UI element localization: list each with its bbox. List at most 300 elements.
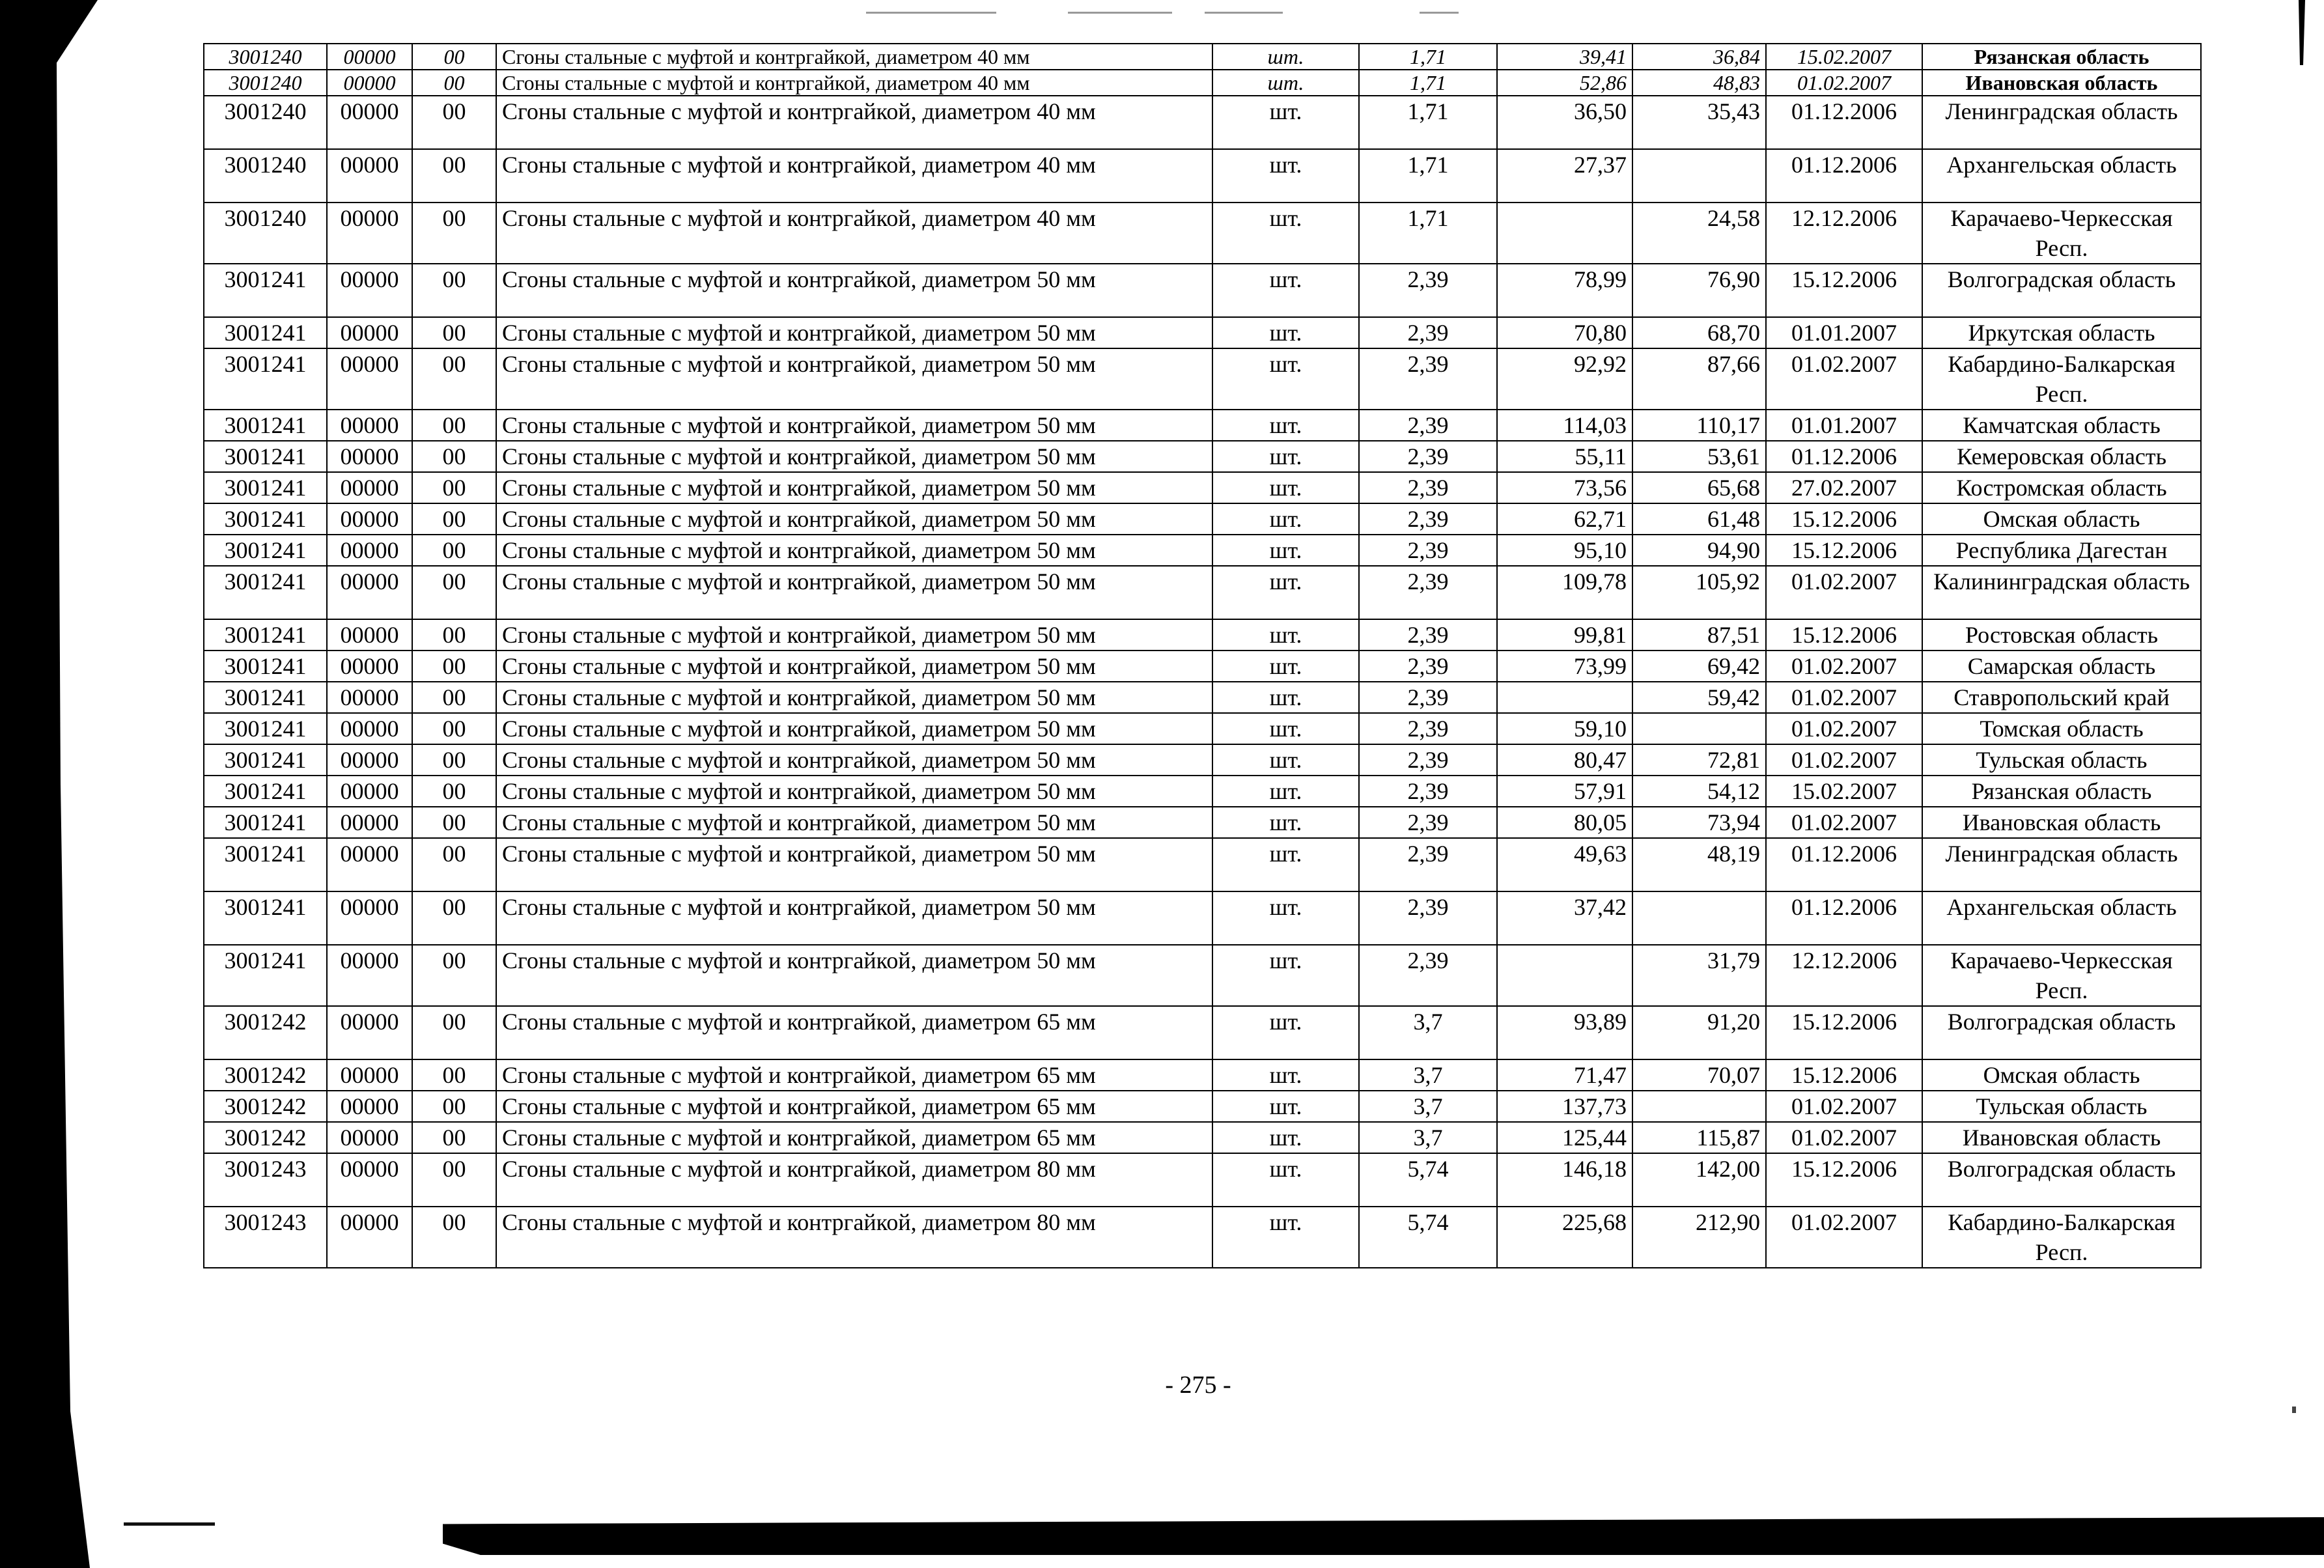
cell-name: Сгоны стальные с муфтой и контргайкой, диаметром 65 мм [496, 1122, 1212, 1153]
cell-code: 3001241 [204, 713, 327, 744]
scan-mark [2292, 1407, 2296, 1413]
cell-region: Кемеровская область [1922, 441, 2201, 472]
table-row [204, 441, 2201, 472]
cell-code: 3001241 [204, 682, 327, 713]
table-row [204, 682, 2201, 713]
table-row [204, 945, 2201, 1006]
cell-code: 3001241 [204, 807, 327, 838]
cell-price-2: 115,87 [1632, 1122, 1766, 1153]
cell-subcode: 00000 [327, 348, 412, 410]
cell-date: 01.02.2007 [1766, 70, 1922, 96]
cell-price-1: 70,80 [1497, 317, 1632, 348]
cell-subcode: 00000 [327, 682, 412, 713]
cell-weight: 2,39 [1359, 317, 1497, 348]
cell-weight: 5,74 [1359, 1153, 1497, 1207]
cell-price-2: 110,17 [1632, 410, 1766, 441]
cell-name: Сгоны стальные с муфтой и контргайкой, диаметром 50 мм [496, 472, 1212, 503]
cell-unit: шт. [1212, 651, 1359, 682]
cell-code: 3001240 [204, 96, 327, 149]
cell-subcode: 00000 [327, 744, 412, 776]
table-row [204, 203, 2201, 264]
cell-price-1: 114,03 [1497, 410, 1632, 441]
cell-class: 00 [412, 410, 496, 441]
cell-price-1: 36,50 [1497, 96, 1632, 149]
cell-price-1: 80,47 [1497, 744, 1632, 776]
cell-name: Сгоны стальные с муфтой и контргайкой, диаметром 40 мм [496, 44, 1212, 70]
cell-subcode: 00000 [327, 1207, 412, 1268]
cell-class: 00 [412, 744, 496, 776]
cell-weight: 2,39 [1359, 682, 1497, 713]
cell-unit: шт. [1212, 1122, 1359, 1153]
table-row [204, 149, 2201, 203]
cell-date: 15.02.2007 [1766, 44, 1922, 70]
cell-price-1 [1497, 682, 1632, 713]
cell-price-1: 125,44 [1497, 1122, 1632, 1153]
cell-weight: 2,39 [1359, 945, 1497, 1006]
cell-date: 12.12.2006 [1766, 945, 1922, 1006]
cell-region: Волгоградская область [1922, 264, 2201, 317]
cell-subcode: 00000 [327, 203, 412, 264]
cell-unit: шт. [1212, 1059, 1359, 1091]
cell-subcode: 00000 [327, 264, 412, 317]
table-row [204, 838, 2201, 891]
cell-price-1 [1497, 945, 1632, 1006]
cell-subcode: 00000 [327, 149, 412, 203]
cell-price-2: 68,70 [1632, 317, 1766, 348]
cell-region: Самарская область [1922, 651, 2201, 682]
cell-price-2 [1632, 1091, 1766, 1122]
cell-code: 3001241 [204, 776, 327, 807]
cell-price-1: 137,73 [1497, 1091, 1632, 1122]
cell-name: Сгоны стальные с муфтой и контргайкой, диаметром 50 мм [496, 619, 1212, 651]
cell-code: 3001241 [204, 348, 327, 410]
cell-price-2 [1632, 713, 1766, 744]
cell-weight: 3,7 [1359, 1006, 1497, 1059]
scan-fragment [1205, 12, 1283, 14]
cell-unit: шт. [1212, 410, 1359, 441]
cell-region: Ивановская область [1922, 807, 2201, 838]
cell-code: 3001242 [204, 1122, 327, 1153]
cell-price-1: 57,91 [1497, 776, 1632, 807]
cell-class: 00 [412, 535, 496, 566]
scan-fragment [866, 12, 996, 14]
cell-price-1: 146,18 [1497, 1153, 1632, 1207]
cell-weight: 1,71 [1359, 44, 1497, 70]
cell-price-2: 91,20 [1632, 1006, 1766, 1059]
cell-unit: шт. [1212, 891, 1359, 945]
cell-region: Кабардино-Балкарская Респ. [1922, 1207, 2201, 1268]
cell-price-2: 76,90 [1632, 264, 1766, 317]
cell-class: 00 [412, 472, 496, 503]
cell-price-1: 27,37 [1497, 149, 1632, 203]
cell-code: 3001240 [204, 70, 327, 96]
cell-unit: шт. [1212, 1153, 1359, 1207]
cell-region: Кабардино-Балкарская Респ. [1922, 348, 2201, 410]
cell-subcode: 00000 [327, 1006, 412, 1059]
cell-region: Рязанская область [1922, 44, 2201, 70]
cell-region: Республика Дагестан [1922, 535, 2201, 566]
table-row [204, 1207, 2201, 1268]
cell-region: Карачаево-Черкесская Респ. [1922, 945, 2201, 1006]
cell-unit: шт. [1212, 682, 1359, 713]
cell-unit: шт. [1212, 70, 1359, 96]
cell-date: 15.12.2006 [1766, 535, 1922, 566]
cell-price-1: 62,71 [1497, 503, 1632, 535]
cell-region: Калининградская область [1922, 566, 2201, 619]
cell-date: 01.01.2007 [1766, 410, 1922, 441]
cell-name: Сгоны стальные с муфтой и контргайкой, диаметром 65 мм [496, 1059, 1212, 1091]
cell-region: Ивановская область [1922, 1122, 2201, 1153]
cell-price-2: 70,07 [1632, 1059, 1766, 1091]
cell-price-2: 65,68 [1632, 472, 1766, 503]
cell-price-1: 37,42 [1497, 891, 1632, 945]
cell-weight: 2,39 [1359, 535, 1497, 566]
cell-name: Сгоны стальные с муфтой и контргайкой, диаметром 40 мм [496, 203, 1212, 264]
cell-region: Ленинградская область [1922, 96, 2201, 149]
cell-date: 01.02.2007 [1766, 566, 1922, 619]
cell-class: 00 [412, 441, 496, 472]
table-row [204, 1059, 2201, 1091]
cell-class: 00 [412, 682, 496, 713]
cell-weight: 2,39 [1359, 807, 1497, 838]
cell-date: 01.02.2007 [1766, 1091, 1922, 1122]
cell-code: 3001241 [204, 744, 327, 776]
cell-code: 3001243 [204, 1207, 327, 1268]
cell-date: 01.02.2007 [1766, 744, 1922, 776]
cell-weight: 2,39 [1359, 713, 1497, 744]
cell-price-2: 94,90 [1632, 535, 1766, 566]
cell-class: 00 [412, 1122, 496, 1153]
cell-unit: шт. [1212, 348, 1359, 410]
cell-region: Карачаево-Черкесская Респ. [1922, 203, 2201, 264]
cell-price-1: 39,41 [1497, 44, 1632, 70]
cell-region: Камчатская область [1922, 410, 2201, 441]
cell-subcode: 00000 [327, 713, 412, 744]
cell-class: 00 [412, 1153, 496, 1207]
cell-class: 00 [412, 807, 496, 838]
cell-name: Сгоны стальные с муфтой и контргайкой, диаметром 50 мм [496, 441, 1212, 472]
table-row [204, 503, 2201, 535]
cell-price-1: 92,92 [1497, 348, 1632, 410]
cell-name: Сгоны стальные с муфтой и контргайкой, диаметром 50 мм [496, 838, 1212, 891]
cell-code: 3001240 [204, 149, 327, 203]
cell-unit: шт. [1212, 744, 1359, 776]
cell-price-2: 69,42 [1632, 651, 1766, 682]
cell-name: Сгоны стальные с муфтой и контргайкой, диаметром 50 мм [496, 348, 1212, 410]
cell-subcode: 00000 [327, 317, 412, 348]
cell-subcode: 00000 [327, 891, 412, 945]
cell-price-1: 73,99 [1497, 651, 1632, 682]
cell-price-1: 80,05 [1497, 807, 1632, 838]
cell-region: Иркутская область [1922, 317, 2201, 348]
price-table [203, 43, 2202, 1268]
table-row [204, 566, 2201, 619]
cell-code: 3001241 [204, 651, 327, 682]
table-row [204, 744, 2201, 776]
cell-weight: 2,39 [1359, 472, 1497, 503]
cell-region: Ставропольский край [1922, 682, 2201, 713]
cell-unit: шт. [1212, 619, 1359, 651]
cell-region: Омская область [1922, 503, 2201, 535]
cell-price-1: 49,63 [1497, 838, 1632, 891]
cell-code: 3001241 [204, 945, 327, 1006]
cell-unit: шт. [1212, 838, 1359, 891]
cell-class: 00 [412, 149, 496, 203]
cell-name: Сгоны стальные с муфтой и контргайкой, диаметром 50 мм [496, 535, 1212, 566]
cell-price-1: 55,11 [1497, 441, 1632, 472]
cell-price-2: 61,48 [1632, 503, 1766, 535]
cell-price-2: 35,43 [1632, 96, 1766, 149]
cell-code: 3001241 [204, 264, 327, 317]
cell-class: 00 [412, 44, 496, 70]
cell-unit: шт. [1212, 1091, 1359, 1122]
cell-subcode: 00000 [327, 807, 412, 838]
cell-name: Сгоны стальные с муфтой и контргайкой, диаметром 50 мм [496, 713, 1212, 744]
cell-weight: 2,39 [1359, 744, 1497, 776]
cell-unit: шт. [1212, 44, 1359, 70]
cell-unit: шт. [1212, 713, 1359, 744]
cell-subcode: 00000 [327, 441, 412, 472]
cell-unit: шт. [1212, 807, 1359, 838]
cell-price-1: 109,78 [1497, 566, 1632, 619]
cell-price-2: 72,81 [1632, 744, 1766, 776]
cell-region: Ивановская область [1922, 70, 2201, 96]
cell-code: 3001241 [204, 619, 327, 651]
cell-code: 3001241 [204, 317, 327, 348]
cell-code: 3001242 [204, 1006, 327, 1059]
cell-subcode: 00000 [327, 945, 412, 1006]
cell-name: Сгоны стальные с муфтой и контргайкой, диаметром 50 мм [496, 776, 1212, 807]
cell-price-2 [1632, 149, 1766, 203]
table-row [204, 651, 2201, 682]
cell-price-2: 54,12 [1632, 776, 1766, 807]
cell-date: 15.02.2007 [1766, 776, 1922, 807]
cell-price-2: 59,42 [1632, 682, 1766, 713]
cell-class: 00 [412, 945, 496, 1006]
cell-weight: 1,71 [1359, 203, 1497, 264]
table-row [204, 472, 2201, 503]
cell-name: Сгоны стальные с муфтой и контргайкой, диаметром 50 мм [496, 566, 1212, 619]
cell-unit: шт. [1212, 1207, 1359, 1268]
cell-date: 15.12.2006 [1766, 619, 1922, 651]
cell-weight: 1,71 [1359, 70, 1497, 96]
cell-subcode: 00000 [327, 1091, 412, 1122]
table-row [204, 264, 2201, 317]
cell-unit: шт. [1212, 149, 1359, 203]
cell-unit: шт. [1212, 264, 1359, 317]
cell-weight: 3,7 [1359, 1091, 1497, 1122]
cell-price-1: 95,10 [1497, 535, 1632, 566]
cell-date: 01.02.2007 [1766, 348, 1922, 410]
cell-class: 00 [412, 317, 496, 348]
cell-region: Ростовская область [1922, 619, 2201, 651]
cell-name: Сгоны стальные с муфтой и контргайкой, диаметром 50 мм [496, 317, 1212, 348]
cell-subcode: 00000 [327, 1122, 412, 1153]
scan-fragment [1420, 12, 1459, 14]
cell-date: 01.02.2007 [1766, 713, 1922, 744]
cell-date: 15.12.2006 [1766, 1006, 1922, 1059]
cell-class: 00 [412, 348, 496, 410]
cell-price-2: 73,94 [1632, 807, 1766, 838]
cell-subcode: 00000 [327, 776, 412, 807]
cell-class: 00 [412, 96, 496, 149]
cell-name: Сгоны стальные с муфтой и контргайкой, диаметром 80 мм [496, 1207, 1212, 1268]
cell-class: 00 [412, 713, 496, 744]
cell-weight: 2,39 [1359, 410, 1497, 441]
cell-date: 27.02.2007 [1766, 472, 1922, 503]
cell-region: Тульская область [1922, 1091, 2201, 1122]
cell-date: 01.12.2006 [1766, 838, 1922, 891]
cell-name: Сгоны стальные с муфтой и контргайкой, диаметром 50 мм [496, 682, 1212, 713]
cell-region: Омская область [1922, 1059, 2201, 1091]
scan-fragment [1068, 12, 1172, 14]
cell-price-2: 31,79 [1632, 945, 1766, 1006]
cell-unit: шт. [1212, 945, 1359, 1006]
table-row [204, 348, 2201, 410]
cell-date: 01.02.2007 [1766, 1207, 1922, 1268]
cell-class: 00 [412, 776, 496, 807]
cell-weight: 3,7 [1359, 1059, 1497, 1091]
cell-code: 3001240 [204, 203, 327, 264]
cell-weight: 2,39 [1359, 264, 1497, 317]
cell-class: 00 [412, 1091, 496, 1122]
cell-code: 3001242 [204, 1091, 327, 1122]
cell-class: 00 [412, 838, 496, 891]
table-row [204, 410, 2201, 441]
table-row [204, 891, 2201, 945]
cell-region: Архангельская область [1922, 891, 2201, 945]
cell-subcode: 00000 [327, 472, 412, 503]
cell-unit: шт. [1212, 441, 1359, 472]
cell-date: 01.12.2006 [1766, 149, 1922, 203]
cell-date: 01.01.2007 [1766, 317, 1922, 348]
cell-price-1: 52,86 [1497, 70, 1632, 96]
cell-price-1: 93,89 [1497, 1006, 1632, 1059]
cell-class: 00 [412, 891, 496, 945]
table-row [204, 619, 2201, 651]
cell-price-1: 59,10 [1497, 713, 1632, 744]
cell-code: 3001241 [204, 472, 327, 503]
cell-subcode: 00000 [327, 96, 412, 149]
cell-subcode: 00000 [327, 619, 412, 651]
cell-subcode: 00000 [327, 838, 412, 891]
table-row [204, 1006, 2201, 1059]
cell-code: 3001241 [204, 838, 327, 891]
cell-date: 15.12.2006 [1766, 1153, 1922, 1207]
cell-class: 00 [412, 503, 496, 535]
cell-weight: 2,39 [1359, 838, 1497, 891]
cell-name: Сгоны стальные с муфтой и контргайкой, диаметром 65 мм [496, 1006, 1212, 1059]
table-row [204, 713, 2201, 744]
table-row [204, 1153, 2201, 1207]
cell-region: Костромская область [1922, 472, 2201, 503]
cell-date: 12.12.2006 [1766, 203, 1922, 264]
cell-price-1: 99,81 [1497, 619, 1632, 651]
table-row [204, 776, 2201, 807]
table-row [204, 535, 2201, 566]
cell-date: 15.12.2006 [1766, 1059, 1922, 1091]
cell-code: 3001241 [204, 566, 327, 619]
table-row [204, 44, 2201, 70]
cell-unit: шт. [1212, 317, 1359, 348]
cell-name: Сгоны стальные с муфтой и контргайкой, диаметром 80 мм [496, 1153, 1212, 1207]
cell-name: Сгоны стальные с муфтой и контргайкой, диаметром 40 мм [496, 96, 1212, 149]
cell-price-2: 212,90 [1632, 1207, 1766, 1268]
table-body [204, 44, 2201, 1268]
cell-price-2: 87,51 [1632, 619, 1766, 651]
cell-subcode: 00000 [327, 70, 412, 96]
cell-weight: 2,39 [1359, 891, 1497, 945]
cell-price-1: 73,56 [1497, 472, 1632, 503]
cell-price-1: 71,47 [1497, 1059, 1632, 1091]
cell-class: 00 [412, 566, 496, 619]
cell-weight: 2,39 [1359, 503, 1497, 535]
cell-class: 00 [412, 651, 496, 682]
cell-name: Сгоны стальные с муфтой и контргайкой, диаметром 40 мм [496, 70, 1212, 96]
cell-region: Волгоградская область [1922, 1153, 2201, 1207]
cell-price-2: 142,00 [1632, 1153, 1766, 1207]
table-row [204, 1091, 2201, 1122]
cell-date: 01.02.2007 [1766, 807, 1922, 838]
page-number: - 275 - [1165, 1371, 1231, 1399]
cell-name: Сгоны стальные с муфтой и контргайкой, диаметром 50 мм [496, 891, 1212, 945]
cell-date: 01.12.2006 [1766, 441, 1922, 472]
cell-subcode: 00000 [327, 410, 412, 441]
cell-date: 01.02.2007 [1766, 1122, 1922, 1153]
cell-name: Сгоны стальные с муфтой и контргайкой, диаметром 50 мм [496, 807, 1212, 838]
cell-subcode: 00000 [327, 503, 412, 535]
cell-name: Сгоны стальные с муфтой и контргайкой, диаметром 40 мм [496, 149, 1212, 203]
cell-region: Ленинградская область [1922, 838, 2201, 891]
cell-weight: 2,39 [1359, 441, 1497, 472]
scan-shadow-left [0, 0, 98, 1568]
table-row [204, 96, 2201, 149]
cell-code: 3001241 [204, 441, 327, 472]
cell-subcode: 00000 [327, 651, 412, 682]
cell-unit: шт. [1212, 1006, 1359, 1059]
cell-price-2: 53,61 [1632, 441, 1766, 472]
cell-name: Сгоны стальные с муфтой и контргайкой, диаметром 50 мм [496, 410, 1212, 441]
cell-weight: 1,71 [1359, 149, 1497, 203]
cell-price-1: 225,68 [1497, 1207, 1632, 1268]
cell-date: 01.02.2007 [1766, 682, 1922, 713]
scan-shadow-right [2299, 0, 2305, 65]
cell-class: 00 [412, 264, 496, 317]
table-row [204, 1122, 2201, 1153]
table-row [204, 70, 2201, 96]
cell-name: Сгоны стальные с муфтой и контргайкой, диаметром 65 мм [496, 1091, 1212, 1122]
cell-class: 00 [412, 70, 496, 96]
cell-weight: 2,39 [1359, 651, 1497, 682]
cell-class: 00 [412, 1207, 496, 1268]
cell-region: Волгоградская область [1922, 1006, 2201, 1059]
cell-region: Томская область [1922, 713, 2201, 744]
cell-weight: 5,74 [1359, 1207, 1497, 1268]
cell-unit: шт. [1212, 503, 1359, 535]
cell-subcode: 00000 [327, 1059, 412, 1091]
cell-code: 3001241 [204, 535, 327, 566]
cell-name: Сгоны стальные с муфтой и контргайкой, диаметром 50 мм [496, 744, 1212, 776]
cell-weight: 2,39 [1359, 348, 1497, 410]
cell-unit: шт. [1212, 203, 1359, 264]
cell-weight: 2,39 [1359, 619, 1497, 651]
cell-subcode: 00000 [327, 535, 412, 566]
cell-weight: 3,7 [1359, 1122, 1497, 1153]
cell-subcode: 00000 [327, 1153, 412, 1207]
cell-date: 01.12.2006 [1766, 96, 1922, 149]
cell-code: 3001243 [204, 1153, 327, 1207]
table-row [204, 317, 2201, 348]
